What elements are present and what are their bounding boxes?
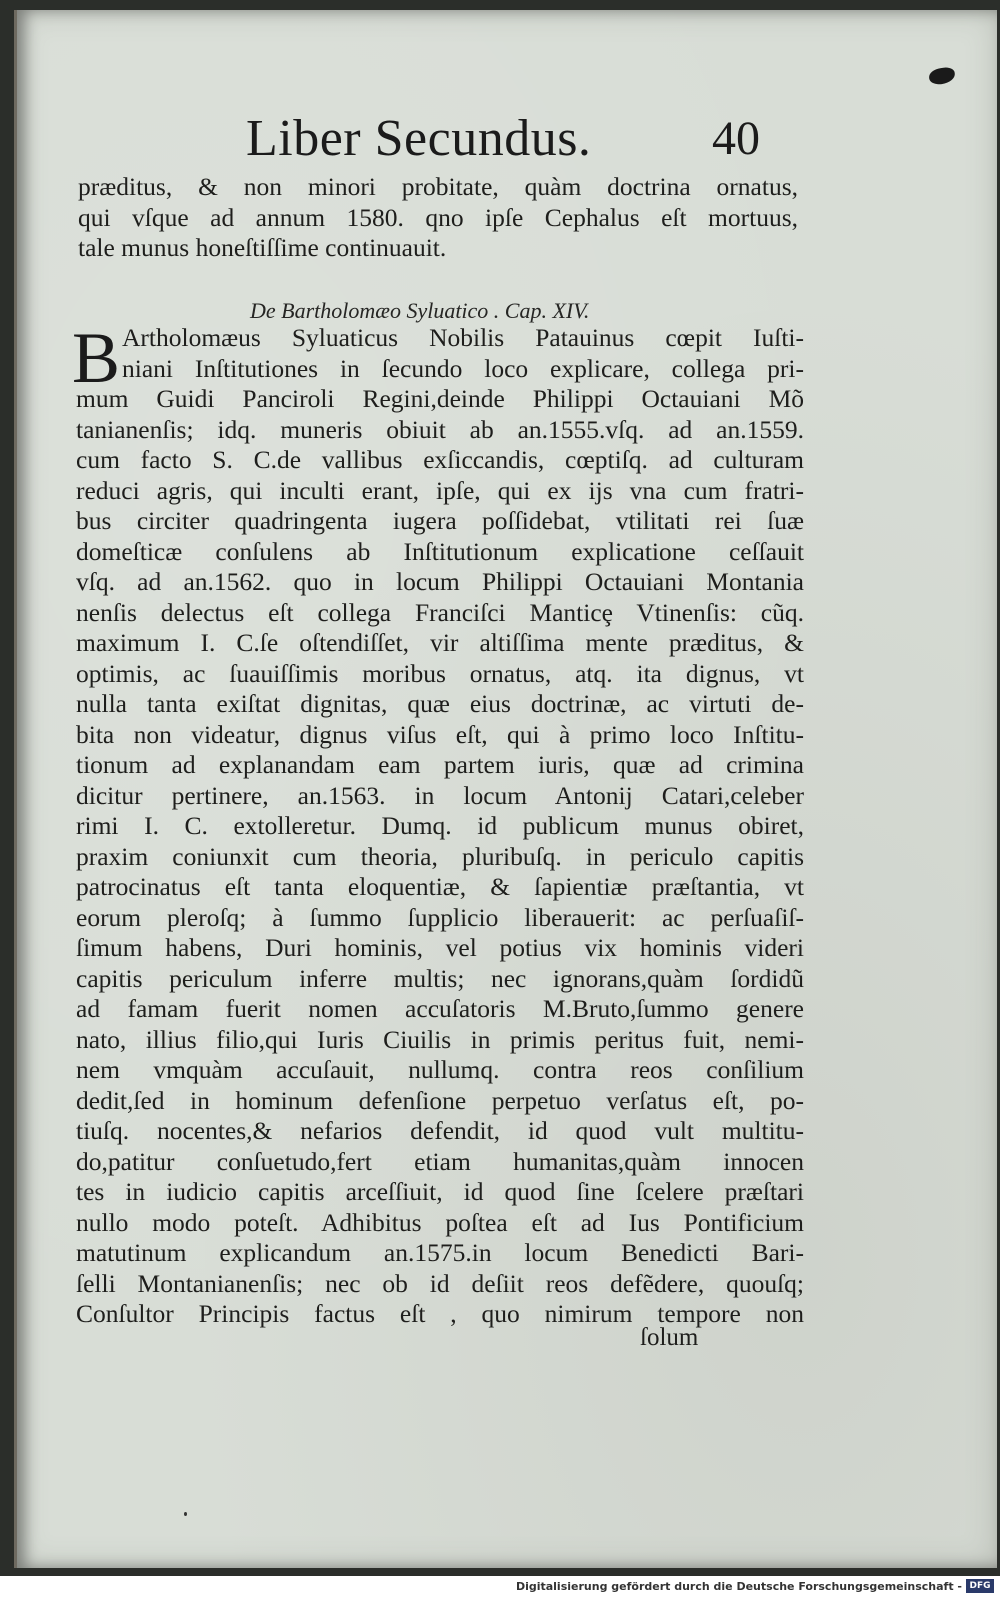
text-line: tanianenſis; idq. muneris obiuit ab an.1555.vſq. ad an.1559. [76, 414, 804, 444]
page-header [0, 108, 1000, 178]
dfg-logo-icon: DFG [966, 1579, 994, 1593]
text-line: mum Guidi Panciroli Regini,deinde Philippi Octauiani Mõ [76, 384, 804, 413]
paper-speck [184, 1512, 187, 1516]
drop-cap-initial: B [72, 318, 121, 398]
text-line: domeſticӕ conſulens ab Inſtitutionum explicatione ceſſauit [76, 536, 804, 566]
text-line: maximum I. C.ſe oſtendiſſet, vir altiſſima mente prӕditus, & [76, 628, 804, 657]
text-line: nato, illius filio,qui Iuris Ciuilis in primis peritus fuit, nemi- [76, 1024, 804, 1054]
text-line: matutinum explicandum an.1575.in locum Benedicti Bari- [76, 1238, 804, 1267]
text-line: Conſultor Principis factus eſt , quo nimirum tempore non [76, 1299, 804, 1328]
folio-number: 40 [712, 112, 760, 165]
footer-credit-text: Digitalisierung gefördert durch die Deutsche Forschungsgemeinschaft - [515, 1580, 962, 1593]
text-line: dicitur pertinere, an.1563. in locum Antonij Catari,celeber [76, 780, 804, 810]
text-line: tale munus honeſtiſſime continuauit. [78, 233, 447, 262]
text-line: tes in iudicio capitis arceſſiuit, id quod ſine ſcelere prӕſtari [76, 1177, 804, 1206]
text-line: vſq. ad an.1562. quo in locum Philippi Octauiani Montania [76, 567, 804, 596]
text-line: prӕditus, & non minori probitate, quàm doctrina ornatus, [78, 172, 798, 201]
text-line: ſimum habens, Duri hominis, vel potius vix hominis videri [76, 933, 804, 962]
chapter-body [76, 323, 804, 1330]
text-line: capitis periculum inferre multis; nec ignorans,quàm ſordidũ [76, 963, 804, 993]
text-line: nem vmquàm accuſauit, nullumq. contra reos conſilium [76, 1055, 804, 1084]
text-line: cum facto S. C.de vallibus exſiccandis, cœptiſq. ad culturam [76, 445, 804, 474]
text-line: nenſis delectus eſt collega Franciſci Manticȩ Vtinenſis: cũq. [76, 597, 804, 627]
text-line: ad famam fuerit nomen accuſatoris M.Bruto,ſummo genere [76, 994, 804, 1023]
text-line: tiuſq. nocentes,& nefarios defendit, id quod vult multitu- [76, 1116, 804, 1145]
text-line: dedit,ſed in hominum defenſione perpetuo verſatus eſt, po- [76, 1085, 804, 1115]
text-line: nullo modo poteſt. Adhibitus poſtea eſt ad Ius Pontificium [76, 1207, 804, 1237]
continuation-paragraph [78, 172, 798, 264]
text-line: reduci agris, qui inculti erant, ipſe, qui ex ijs vna cum fratri- [76, 475, 804, 505]
text-line: patrocinatus eſt tanta eloquentiӕ, & ſapientiӕ prӕſtantia, vt [76, 872, 804, 901]
chapter-heading: De Bartholomӕo Syluatico . Cap. XIV. [250, 298, 590, 323]
text-line: optimis, ac ſuauiſſimis moribus ornatus, atq. ita dignus, vt [76, 658, 804, 688]
text-line: qui vſque ad annum 1580. qno ipſe Cephalus eſt mortuus, [78, 202, 798, 232]
text-line: niani Inſtitutiones in ſecundo loco explicare, collega pri- [122, 353, 804, 383]
text-line: do,patitur conſuetudo,fert etiam humanitas,quàm innocen [76, 1146, 804, 1176]
digitization-footer [0, 1576, 1000, 1598]
catchword: ſolum [640, 1324, 699, 1351]
text-line: eorum pleroſq; à ſummo ſupplicio liberauerit: ac perſuaſiſ- [76, 902, 804, 932]
text-line: bus circiter quadringenta iugera poſſidebat, vtilitati rei ſuӕ [76, 506, 804, 535]
text-line: praxim coniunxit cum theoria, pluribuſq. in periculo capitis [76, 841, 804, 871]
text-line: nulla tanta exiſtat dignitas, quӕ eius doctrinӕ, ac virtuti de- [76, 689, 804, 718]
text-line: bita non videatur, dignus viſus eſt, qui à primo loco Inſtitu- [76, 719, 804, 749]
text-line: Artholomӕus Syluaticus Nobilis Patauinus cœpit Iuſti- [122, 323, 804, 352]
running-title: Liber Secundus. [246, 110, 592, 167]
text-line: ſelli Montanianenſis; nec ob id deſiit reos defẽdere, quouſq; [76, 1268, 804, 1298]
text-line: tionum ad explanandam eam partem iuris, quӕ ad crimina [76, 750, 804, 779]
ink-blot-ornament [928, 66, 956, 85]
text-line: rimi I. C. extolleretur. Dumq. id publicum munus obiret, [76, 811, 804, 840]
